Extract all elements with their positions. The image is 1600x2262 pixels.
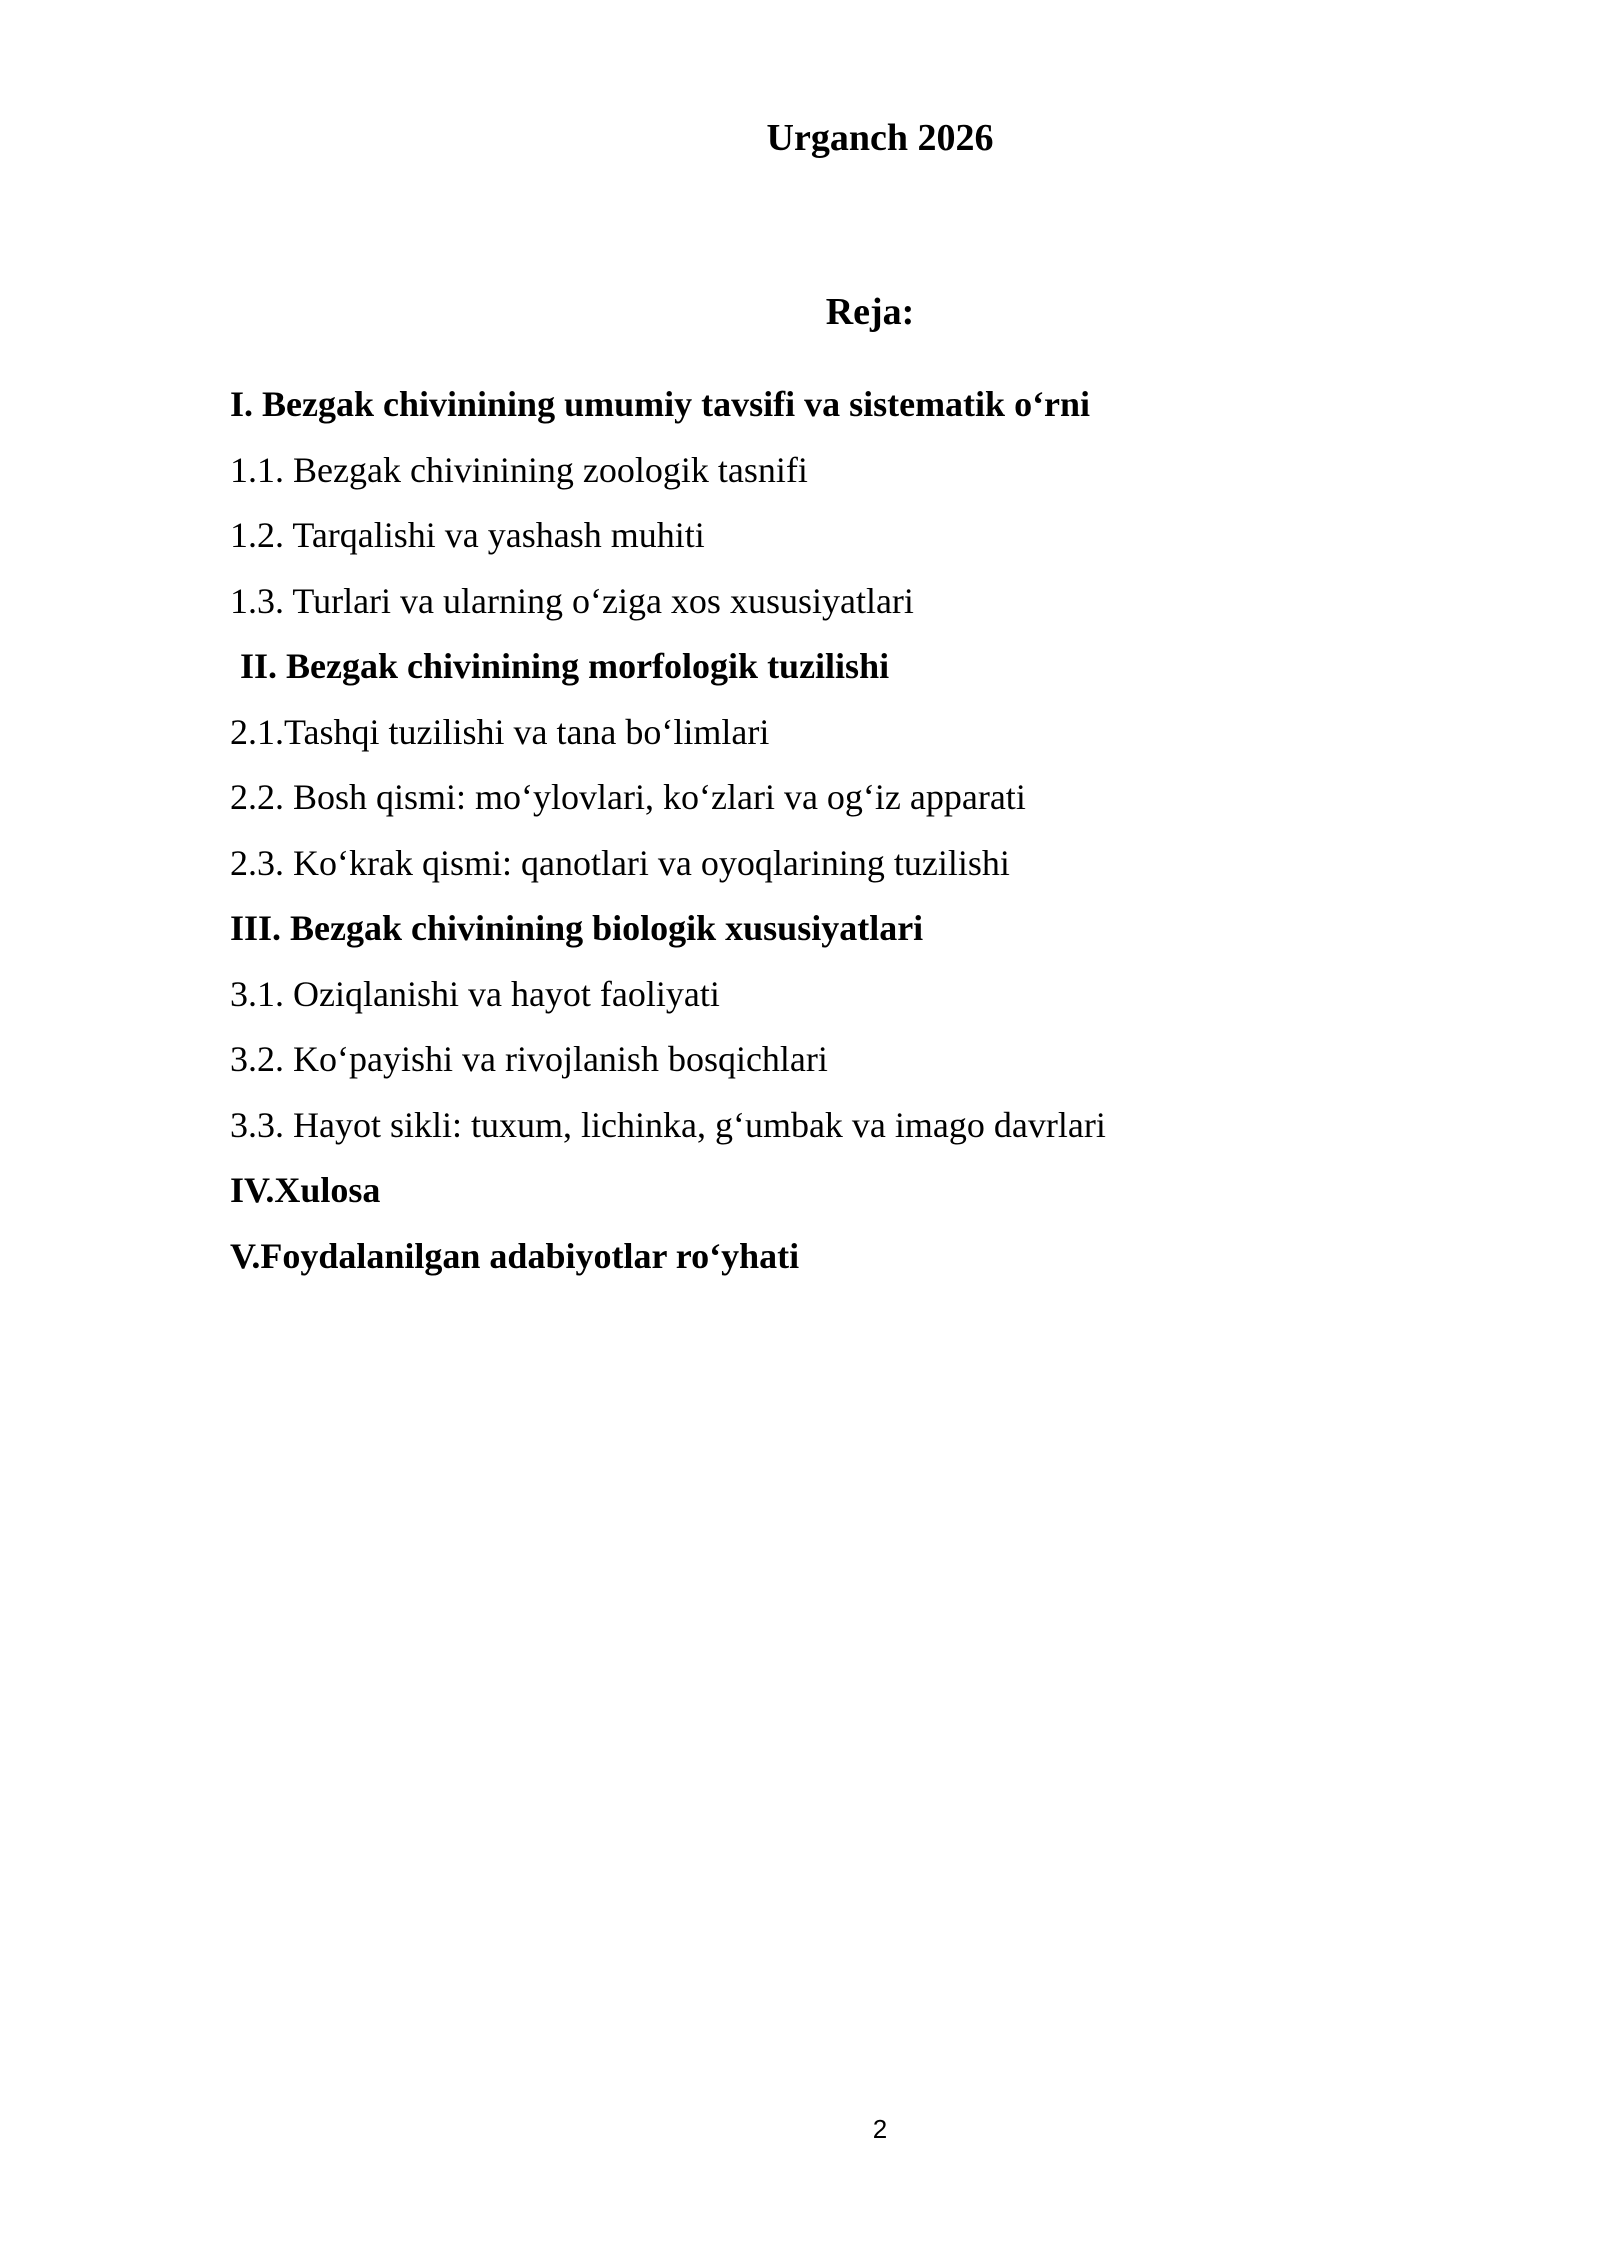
plan-section-4: IV.Xulosa	[230, 1170, 381, 1210]
page-number: 2	[872, 2114, 888, 2144]
plan-subsection-3-1: 3.1. Oziqlanishi va hayot faoliyati	[230, 973, 720, 1014]
plan-subsection-2-2: 2.2. Bosh qismi: mo‘ylovlari, ko‘zlari va og‘iz apparati	[230, 777, 1026, 817]
plan-section-3: III. Bezgak chivinining biologik xususiyatlari	[230, 908, 924, 948]
plan-subsection-3-3: 3.3. Hayot sikli: tuxum, lichinka, g‘umbak va imago davrlari	[230, 1104, 1106, 1145]
plan-subsection-1-3: 1.3. Turlari va ularning o‘ziga xos xususiyatlari	[230, 580, 914, 621]
plan-section-2: II. Bezgak chivinining morfologik tuzilishi	[240, 646, 890, 686]
plan-title: Reja:	[825, 291, 915, 333]
city-year-heading: Urganch 2026	[766, 117, 994, 159]
plan-subsection-2-3: 2.3. Ko‘krak qismi: qanotlari va oyoqlarining tuzilishi	[230, 842, 1010, 883]
plan-subsection-1-2: 1.2. Tarqalishi va yashash muhiti	[230, 515, 705, 555]
plan-list	[230, 372, 1430, 1289]
plan-subsection-2-1: 2.1.Tashqi tuzilishi va tana bo‘limlari	[230, 711, 770, 752]
plan-subsection-3-2: 3.2. Ko‘payishi va rivojlanish bosqichlari	[230, 1039, 828, 1079]
plan-section-5: V.Foydalanilgan adabiyotlar ro‘yhati	[230, 1235, 800, 1276]
plan-section-1: I. Bezgak chivinining umumiy tavsifi va sistematik o‘rni	[230, 384, 1091, 424]
plan-subsection-1-1: 1.1. Bezgak chivinining zoologik tasnifi	[230, 449, 808, 490]
